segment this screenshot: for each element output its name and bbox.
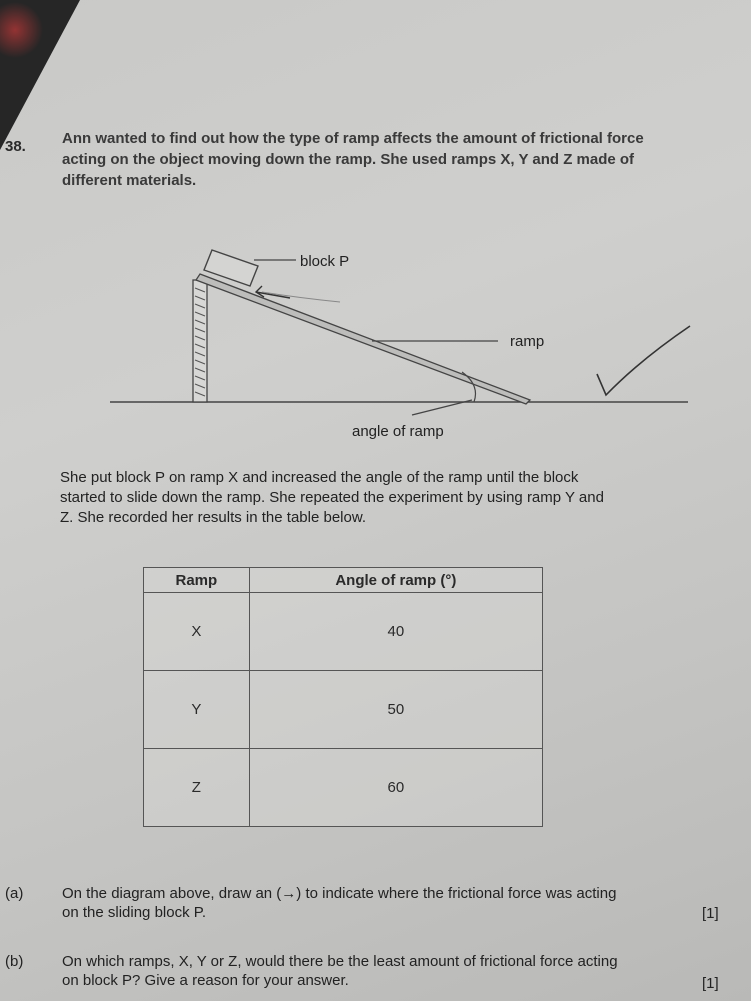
para-line: started to slide down the ramp. She repeated the experiment by using ramp Y and <box>60 489 604 506</box>
ramp-board <box>196 274 530 404</box>
header-ramp: Ramp <box>144 568 250 593</box>
cell-ramp: Z <box>144 749 250 827</box>
part-a-line: on the sliding block P. <box>62 904 206 921</box>
photo-light-glare <box>0 0 60 60</box>
block-p-label: block P <box>300 253 350 270</box>
part-a-line: On the diagram above, draw an (→) to indicate where the frictional force was acting <box>62 885 617 902</box>
intro-line: Ann wanted to find out how the type of ramp affects the amount of frictional force <box>62 130 644 147</box>
ramp-label: ramp <box>510 333 545 350</box>
table-row <box>144 671 543 749</box>
intro-line: acting on the object moving down the ramp. She used ramps X, Y and Z made of <box>62 151 635 168</box>
part-a <box>5 884 735 924</box>
part-a-label: (a) <box>5 885 24 902</box>
part-b-line: On which ramps, X, Y or Z, would there be the least amount of frictional force acting <box>62 953 618 970</box>
question-number: 38. <box>5 138 26 155</box>
cell-angle: 40 <box>249 593 542 671</box>
para-line: She put block P on ramp X and increased the angle of the ramp until the block <box>60 469 579 486</box>
header-angle: Angle of ramp (°) <box>249 568 542 593</box>
part-b-marks: [1] <box>702 975 719 992</box>
table-header-row <box>144 568 543 593</box>
part-a-text <box>62 884 722 922</box>
angle-label: angle of ramp <box>352 423 444 440</box>
ramp-diagram <box>0 240 751 450</box>
part-b-line: on block P? Give a reason for your answer. <box>62 972 349 989</box>
part-b-label: (b) <box>5 953 24 970</box>
part-a-marks: [1] <box>702 905 719 922</box>
part-b-text <box>62 952 722 990</box>
handwritten-tick <box>597 326 690 395</box>
table-row <box>144 749 543 827</box>
cell-ramp: Y <box>144 671 250 749</box>
results-table <box>143 567 543 827</box>
handwritten-arrow <box>256 286 290 298</box>
question-intro <box>62 128 732 191</box>
cell-angle: 60 <box>249 749 542 827</box>
cell-angle: 50 <box>249 671 542 749</box>
intro-line: different materials. <box>62 172 197 189</box>
para-line: Z. She recorded her results in the table below. <box>60 509 367 526</box>
cell-ramp: X <box>144 593 250 671</box>
table-row <box>144 593 543 671</box>
experiment-description <box>60 468 740 528</box>
handwritten-stroke <box>262 292 340 302</box>
part-b <box>5 952 735 992</box>
